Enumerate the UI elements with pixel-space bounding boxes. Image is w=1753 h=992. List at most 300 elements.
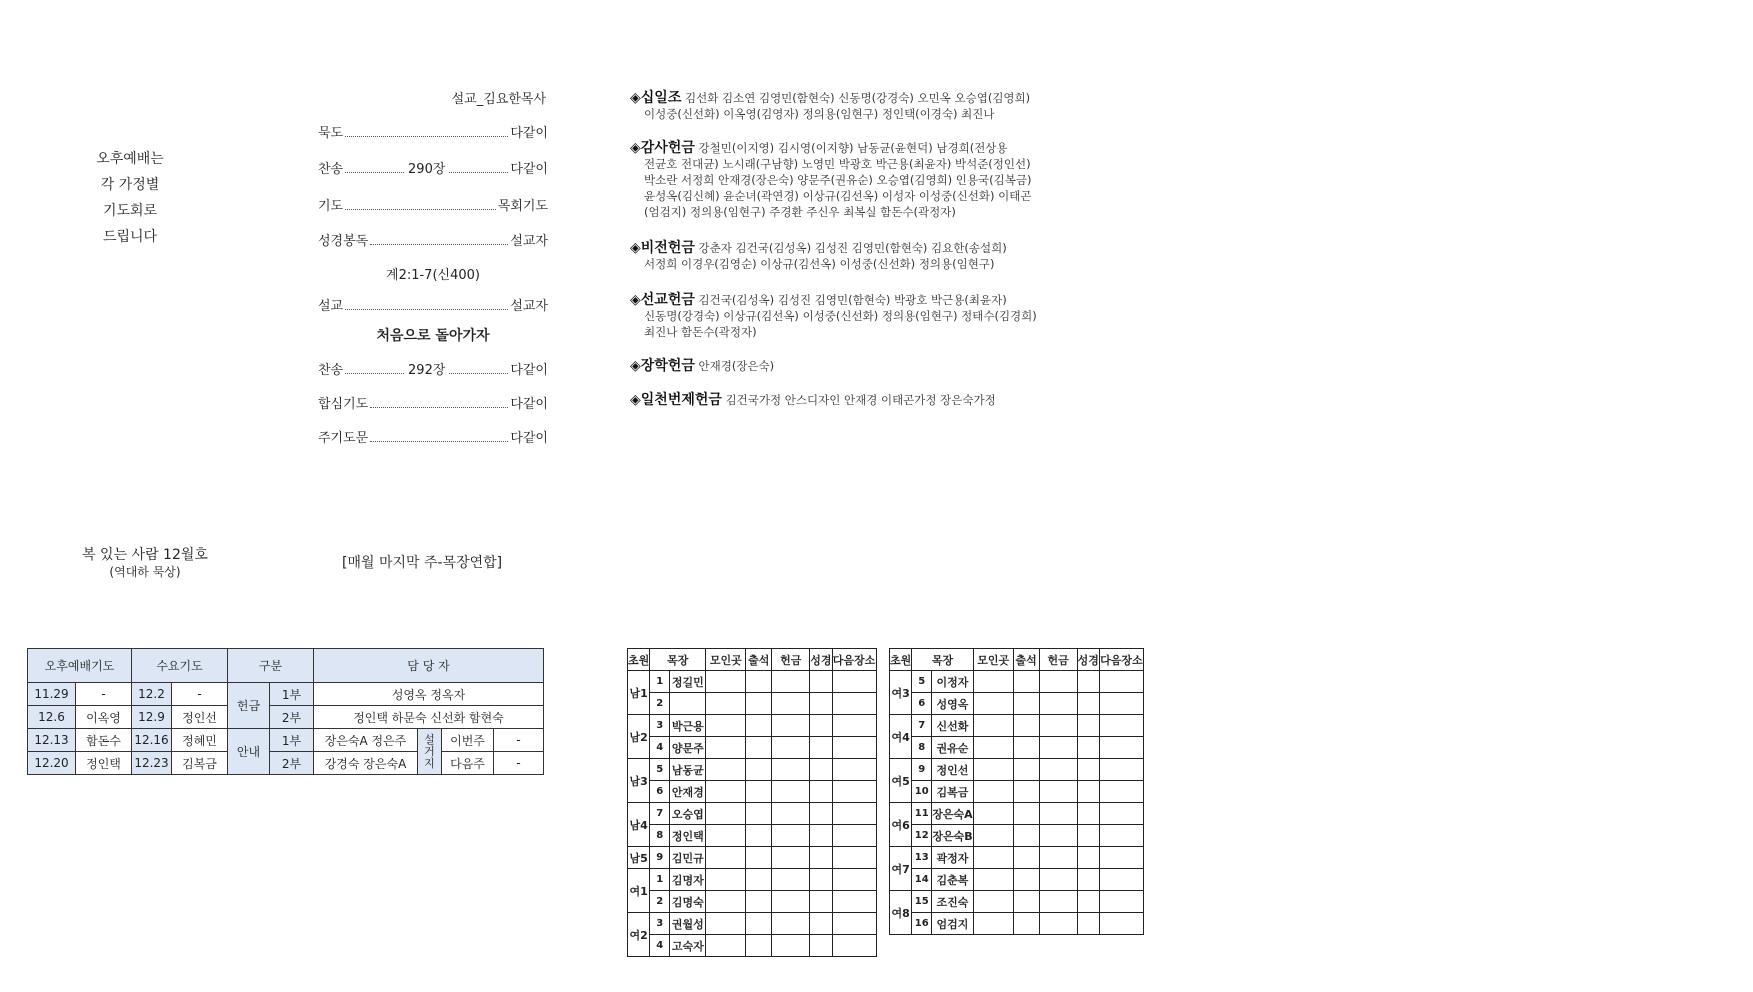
leader-cell: 고숙자 <box>670 935 706 957</box>
group-cell: 남4 <box>628 803 650 847</box>
offering-names: 신동명(강경숙) 이상규(김선옥) 이성중(신선화) 정의용(임현구) 정태수(김경희) <box>644 309 1037 323</box>
next-week-value: - <box>494 752 544 775</box>
number-cell: 3 <box>650 913 670 935</box>
entry-cell[interactable] <box>832 759 876 781</box>
entry-cell[interactable] <box>1013 847 1039 869</box>
entry-cell[interactable] <box>832 869 876 891</box>
entry-cell[interactable] <box>1099 891 1143 913</box>
attendance-row <box>628 693 877 715</box>
group-cell: 여3 <box>890 671 912 715</box>
order-item-leader: 다같이 <box>510 126 548 141</box>
next-week-label: 다음주 <box>442 752 494 775</box>
entry-cell[interactable] <box>832 781 876 803</box>
order-item-label: 설교 <box>318 299 344 314</box>
name-cell: - <box>172 683 228 706</box>
entry-cell[interactable] <box>746 803 772 825</box>
leader-cell: 장은숙A <box>932 803 973 825</box>
entry-cell[interactable] <box>810 891 832 913</box>
attendance-row <box>628 781 877 803</box>
entry-cell[interactable] <box>772 913 810 935</box>
attendance-row <box>890 693 1144 715</box>
offering-mission <box>630 292 1190 340</box>
entry-cell[interactable] <box>832 671 876 693</box>
entry-cell[interactable] <box>706 869 746 891</box>
name-cell: 정인선 <box>172 706 228 729</box>
attendance-header: 출석 <box>1013 649 1039 671</box>
leader-cell: 권월성 <box>670 913 706 935</box>
date-cell: 12.2 <box>132 683 172 706</box>
header-person-in-charge: 담 당 자 <box>314 649 544 683</box>
entry-cell[interactable] <box>973 803 1013 825</box>
entry-cell[interactable] <box>810 671 832 693</box>
entry-cell[interactable] <box>1077 781 1099 803</box>
attendance-row <box>628 803 877 825</box>
offering-thousand <box>630 392 1190 408</box>
entry-cell[interactable] <box>1013 693 1039 715</box>
attendance-table-left <box>627 648 877 957</box>
date-cell: 12.9 <box>132 706 172 729</box>
entry-cell[interactable] <box>1039 913 1077 935</box>
attendance-row <box>628 715 877 737</box>
notice-line: 드립니다 <box>102 229 158 245</box>
attendance-header: 모인곳 <box>706 649 746 671</box>
group-cell: 여2 <box>628 913 650 957</box>
leader-cell: 이정자 <box>932 671 973 693</box>
number-cell: 1 <box>650 869 670 891</box>
entry-cell[interactable] <box>746 891 772 913</box>
number-cell: 8 <box>650 825 670 847</box>
scripture-reference: 계2:1-7(신400) <box>386 268 480 283</box>
attendance-row <box>890 759 1144 781</box>
hymn-number: 292장 <box>408 363 446 378</box>
attendance-row <box>628 671 877 693</box>
this-week-label: 이번주 <box>442 729 494 752</box>
attendance-table-right <box>889 648 1144 935</box>
offering-title: ◈장학헌금 <box>630 358 695 374</box>
monthly-note: [매월 마지막 주-목장연합] <box>342 555 503 571</box>
attendance-header: 모인곳 <box>973 649 1013 671</box>
offering-names: 김건국(김성옥) 김성진 김영민(함현숙) 박광호 박근용(최윤자) <box>698 293 1007 307</box>
number-cell: 16 <box>912 913 932 935</box>
entry-cell[interactable] <box>1013 913 1039 935</box>
entry-cell[interactable] <box>772 825 810 847</box>
leader-cell: 곽정자 <box>932 847 973 869</box>
leader-cell: 양문주 <box>670 737 706 759</box>
order-item-label: 묵도 <box>318 126 344 141</box>
entry-cell[interactable] <box>973 671 1013 693</box>
entry-cell[interactable] <box>1039 737 1077 759</box>
leader-cell: 신선화 <box>932 715 973 737</box>
attendance-header: 성경 <box>810 649 832 671</box>
entry-cell[interactable] <box>1039 671 1077 693</box>
entry-cell[interactable] <box>746 825 772 847</box>
entry-cell[interactable] <box>1099 803 1143 825</box>
header-category: 구분 <box>228 649 314 683</box>
number-cell: 5 <box>650 759 670 781</box>
date-cell: 12.13 <box>28 729 76 752</box>
group-cell: 여8 <box>890 891 912 935</box>
attendance-row <box>890 891 1144 913</box>
entry-cell[interactable] <box>706 693 746 715</box>
group-cell: 여5 <box>890 759 912 803</box>
attendance-row <box>890 869 1144 891</box>
entry-cell[interactable] <box>973 693 1013 715</box>
group-cell: 여7 <box>890 847 912 891</box>
number-cell: 13 <box>912 847 932 869</box>
hymn-number: 290장 <box>408 162 446 177</box>
entry-cell[interactable] <box>832 715 876 737</box>
offering-names: 서정희 이경우(김영순) 이상규(김선옥) 이성중(신선화) 정의용(임현구) <box>644 257 995 271</box>
attendance-header: 성경 <box>1077 649 1099 671</box>
entry-cell[interactable] <box>810 825 832 847</box>
group-cell: 남3 <box>628 759 650 803</box>
afternoon-service-notice <box>90 146 170 250</box>
entry-cell[interactable] <box>832 737 876 759</box>
entry-cell[interactable] <box>746 693 772 715</box>
number-cell: 2 <box>650 693 670 715</box>
offering-names: 박소란 서정희 안재경(장은숙) 양문주(권유순) 오승엽(김영희) 인용국(김복금) <box>644 173 1032 187</box>
attendance-header: 목장 <box>912 649 973 671</box>
entry-cell[interactable] <box>832 935 876 957</box>
entry-cell[interactable] <box>1039 693 1077 715</box>
sermon-preacher: 설교_김요한목사 <box>451 92 546 107</box>
attendance-header-row <box>890 649 1144 671</box>
order-item-label: 찬송 <box>318 162 344 177</box>
entry-cell[interactable] <box>1077 715 1099 737</box>
entry-cell[interactable] <box>832 847 876 869</box>
entry-cell[interactable] <box>1039 715 1077 737</box>
date-cell: 12.23 <box>132 752 172 775</box>
entry-cell[interactable] <box>706 737 746 759</box>
number-cell: 1 <box>650 671 670 693</box>
entry-cell[interactable] <box>772 781 810 803</box>
attendance-header: 출석 <box>746 649 772 671</box>
name-cell: 함돈수 <box>76 729 132 752</box>
newsletter-title: 복 있는 사람 12월호 <box>82 547 208 563</box>
entry-cell[interactable] <box>1099 913 1143 935</box>
entry-cell[interactable] <box>706 803 746 825</box>
entry-cell[interactable] <box>832 891 876 913</box>
number-cell: 6 <box>650 781 670 803</box>
order-item-label: 주기도문 <box>318 431 369 446</box>
entry-cell[interactable] <box>1013 715 1039 737</box>
name-cell: - <box>76 683 132 706</box>
number-cell: 14 <box>912 869 932 891</box>
entry-cell[interactable] <box>1013 781 1039 803</box>
part-label: 1부 <box>270 683 314 706</box>
attendance-row <box>890 715 1144 737</box>
header-wednesday-prayer: 수요기도 <box>132 649 228 683</box>
order-item-leader: 설교자 <box>510 299 548 314</box>
number-cell: 9 <box>650 847 670 869</box>
part-label: 2부 <box>270 706 314 729</box>
entry-cell[interactable] <box>810 715 832 737</box>
entry-cell[interactable] <box>973 825 1013 847</box>
order-item-leader: 다같이 <box>510 363 548 378</box>
entry-cell[interactable] <box>1013 891 1039 913</box>
entry-cell[interactable] <box>772 935 810 957</box>
name-cell: 정인택 <box>76 752 132 775</box>
entry-cell[interactable] <box>973 781 1013 803</box>
entry-cell[interactable] <box>1099 847 1143 869</box>
entry-cell[interactable] <box>832 825 876 847</box>
entry-cell[interactable] <box>832 913 876 935</box>
order-item <box>318 393 548 412</box>
leader-cell: 김민규 <box>670 847 706 869</box>
entry-cell[interactable] <box>973 913 1013 935</box>
attendance-row <box>890 781 1144 803</box>
number-cell: 8 <box>912 737 932 759</box>
entry-cell[interactable] <box>772 715 810 737</box>
offering-title: ◈비전헌금 <box>630 240 695 256</box>
date-cell: 12.16 <box>132 729 172 752</box>
leader-cell: 안재경 <box>670 781 706 803</box>
entry-cell[interactable] <box>810 935 832 957</box>
group-cell: 여4 <box>890 715 912 759</box>
entry-cell[interactable] <box>1077 869 1099 891</box>
attendance-row <box>628 825 877 847</box>
attendance-header-row <box>628 649 877 671</box>
entry-cell[interactable] <box>810 869 832 891</box>
attendance-row <box>628 935 877 957</box>
number-cell: 12 <box>912 825 932 847</box>
group-cell: 여6 <box>890 803 912 847</box>
leader-cell: 박근용 <box>670 715 706 737</box>
entry-cell[interactable] <box>772 803 810 825</box>
entry-cell[interactable] <box>706 781 746 803</box>
order-item-leader: 다같이 <box>510 162 548 177</box>
entry-cell[interactable] <box>746 737 772 759</box>
entry-cell[interactable] <box>973 737 1013 759</box>
offering-label: 헌금 <box>228 683 270 729</box>
entry-cell[interactable] <box>1077 759 1099 781</box>
order-item-leader: 목회기도 <box>497 199 548 214</box>
entry-cell[interactable] <box>1099 759 1143 781</box>
order-item <box>318 195 548 214</box>
entry-cell[interactable] <box>706 891 746 913</box>
attendance-row <box>628 737 877 759</box>
attendance-row <box>890 825 1144 847</box>
group-cell: 여1 <box>628 869 650 913</box>
entry-cell[interactable] <box>746 759 772 781</box>
entry-cell[interactable] <box>1077 825 1099 847</box>
entry-cell[interactable] <box>810 693 832 715</box>
entry-cell[interactable] <box>1039 891 1077 913</box>
entry-cell[interactable] <box>810 803 832 825</box>
entry-cell[interactable] <box>746 715 772 737</box>
order-item <box>318 295 548 314</box>
offering-names: 안재경(장은숙) <box>698 359 775 373</box>
entry-cell[interactable] <box>832 803 876 825</box>
order-item-label: 합심기도 <box>318 397 369 412</box>
attendance-row <box>628 891 877 913</box>
entry-cell[interactable] <box>772 891 810 913</box>
entry-cell[interactable] <box>1013 803 1039 825</box>
entry-cell[interactable] <box>1039 803 1077 825</box>
entry-cell[interactable] <box>1013 737 1039 759</box>
entry-cell[interactable] <box>810 913 832 935</box>
entry-cell[interactable] <box>706 671 746 693</box>
group-cell: 남1 <box>628 671 650 715</box>
entry-cell[interactable] <box>810 847 832 869</box>
entry-cell[interactable] <box>1077 913 1099 935</box>
entry-cell[interactable] <box>1077 891 1099 913</box>
attendance-header: 초원 <box>628 649 650 671</box>
order-item-label: 성경봉독 <box>318 234 369 249</box>
attendance-row <box>890 737 1144 759</box>
order-item-leader: 다같이 <box>510 397 548 412</box>
entry-cell[interactable] <box>1099 671 1143 693</box>
number-cell: 4 <box>650 935 670 957</box>
attendance-header: 목장 <box>650 649 706 671</box>
number-cell: 6 <box>912 693 932 715</box>
notice-line: 오후예배는 <box>96 151 164 167</box>
order-item-leader: 다같이 <box>510 431 548 446</box>
attendance-row <box>890 803 1144 825</box>
leader-cell: 정길민 <box>670 671 706 693</box>
entry-cell[interactable] <box>1077 803 1099 825</box>
offering-part1-names: 성영옥 정옥자 <box>314 683 544 706</box>
number-cell: 7 <box>650 803 670 825</box>
entry-cell[interactable] <box>706 715 746 737</box>
entry-cell[interactable] <box>746 913 772 935</box>
entry-cell[interactable] <box>1077 693 1099 715</box>
leader-cell: 김명자 <box>670 869 706 891</box>
notice-line: 각 가정별 <box>100 177 160 193</box>
offering-part2-names: 정인택 하문숙 신선화 함현숙 <box>314 706 544 729</box>
guide-label: 안내 <box>228 729 270 775</box>
entry-cell[interactable] <box>706 847 746 869</box>
offering-title: ◈십일조 <box>630 90 682 106</box>
entry-cell[interactable] <box>1099 693 1143 715</box>
order-item <box>318 359 548 378</box>
offering-names: (엄검지) 정의용(임현구) 주경환 주신우 최복실 함돈수(곽정자) <box>644 205 956 219</box>
attendance-header: 헌금 <box>1039 649 1077 671</box>
entry-cell[interactable] <box>706 935 746 957</box>
part-label: 1부 <box>270 729 314 752</box>
order-item-label: 찬송 <box>318 363 344 378</box>
order-item-label: 기도 <box>318 199 344 214</box>
entry-cell[interactable] <box>772 737 810 759</box>
offering-names: 전균호 전대균) 노시래(구남향) 노영민 박광호 박근용(최윤자) 박석준(정인선) <box>644 157 1031 171</box>
entry-cell[interactable] <box>1039 825 1077 847</box>
leader-cell: 성영옥 <box>932 693 973 715</box>
entry-cell[interactable] <box>1039 759 1077 781</box>
entry-cell[interactable] <box>810 737 832 759</box>
name-cell: 정혜민 <box>172 729 228 752</box>
entry-cell[interactable] <box>1013 759 1039 781</box>
entry-cell[interactable] <box>746 671 772 693</box>
entry-cell[interactable] <box>772 847 810 869</box>
entry-cell[interactable] <box>746 781 772 803</box>
entry-cell[interactable] <box>1077 671 1099 693</box>
attendance-row <box>628 759 877 781</box>
entry-cell[interactable] <box>1039 781 1077 803</box>
attendance-header: 다음장소 <box>832 649 876 671</box>
sermon-title: 처음으로 돌아가자 <box>376 328 490 344</box>
offering-vision <box>630 240 1190 272</box>
offering-names: 최진나 함돈수(곽정자) <box>644 325 757 339</box>
entry-cell[interactable] <box>1099 715 1143 737</box>
group-cell: 남2 <box>628 715 650 759</box>
entry-cell[interactable] <box>973 759 1013 781</box>
entry-cell[interactable] <box>772 759 810 781</box>
entry-cell[interactable] <box>1077 737 1099 759</box>
entry-cell[interactable] <box>1077 847 1099 869</box>
number-cell: 7 <box>912 715 932 737</box>
offering-title: ◈선교헌금 <box>630 292 695 308</box>
entry-cell[interactable] <box>1013 869 1039 891</box>
entry-cell[interactable] <box>1099 825 1143 847</box>
entry-cell[interactable] <box>973 891 1013 913</box>
entry-cell[interactable] <box>1099 869 1143 891</box>
date-cell: 12.6 <box>28 706 76 729</box>
header-afternoon-prayer: 오후예배기도 <box>28 649 132 683</box>
entry-cell[interactable] <box>706 913 746 935</box>
entry-cell[interactable] <box>772 671 810 693</box>
entry-cell[interactable] <box>810 781 832 803</box>
entry-cell[interactable] <box>810 759 832 781</box>
entry-cell[interactable] <box>746 847 772 869</box>
number-cell: 3 <box>650 715 670 737</box>
duty-table <box>27 648 544 775</box>
attendance-header: 초원 <box>890 649 912 671</box>
order-item <box>318 158 548 177</box>
offering-names: 윤성옥(김신혜) 윤순녀(곽연경) 이상규(김선옥) 이성자 이성중(신선화) 이태곤 <box>644 189 1032 203</box>
entry-cell[interactable] <box>1013 671 1039 693</box>
entry-cell[interactable] <box>706 825 746 847</box>
attendance-header: 헌금 <box>772 649 810 671</box>
entry-cell[interactable] <box>832 693 876 715</box>
dishwashing-label: 설거지 <box>418 729 442 775</box>
leader-cell: 김춘복 <box>932 869 973 891</box>
entry-cell[interactable] <box>772 869 810 891</box>
leader-cell: 남동균 <box>670 759 706 781</box>
part-label: 2부 <box>270 752 314 775</box>
name-cell: 이옥영 <box>76 706 132 729</box>
entry-cell[interactable] <box>1013 825 1039 847</box>
offering-names: 강철민(이지영) 김시영(이지향) 남동균(윤현덕) 남경희(전상용 <box>698 141 1008 155</box>
number-cell: 15 <box>912 891 932 913</box>
leader-cell: 오승엽 <box>670 803 706 825</box>
entry-cell[interactable] <box>973 847 1013 869</box>
entry-cell[interactable] <box>746 935 772 957</box>
number-cell: 4 <box>650 737 670 759</box>
entry-cell[interactable] <box>1039 847 1077 869</box>
number-cell: 11 <box>912 803 932 825</box>
entry-cell[interactable] <box>973 869 1013 891</box>
leader-cell <box>670 693 706 715</box>
attendance-row <box>628 847 877 869</box>
attendance-row <box>628 869 877 891</box>
entry-cell[interactable] <box>1099 781 1143 803</box>
offering-thanks <box>630 140 1190 220</box>
order-item-leader: 설교자 <box>510 234 548 249</box>
attendance-header: 다음장소 <box>1099 649 1143 671</box>
entry-cell[interactable] <box>973 715 1013 737</box>
entry-cell[interactable] <box>1099 737 1143 759</box>
leader-cell: 정인선 <box>932 759 973 781</box>
offering-names: 이성중(신선화) 이옥영(김영자) 정의용(임현구) 정인택(이경숙) 최진나 <box>644 107 995 121</box>
name-cell: 김복금 <box>172 752 228 775</box>
entry-cell[interactable] <box>1039 869 1077 891</box>
entry-cell[interactable] <box>772 693 810 715</box>
entry-cell[interactable] <box>746 869 772 891</box>
this-week-value: - <box>494 729 544 752</box>
guide-part1-names: 장은숙A 정은주 <box>314 729 418 752</box>
entry-cell[interactable] <box>706 759 746 781</box>
offering-scholarship <box>630 358 1190 374</box>
